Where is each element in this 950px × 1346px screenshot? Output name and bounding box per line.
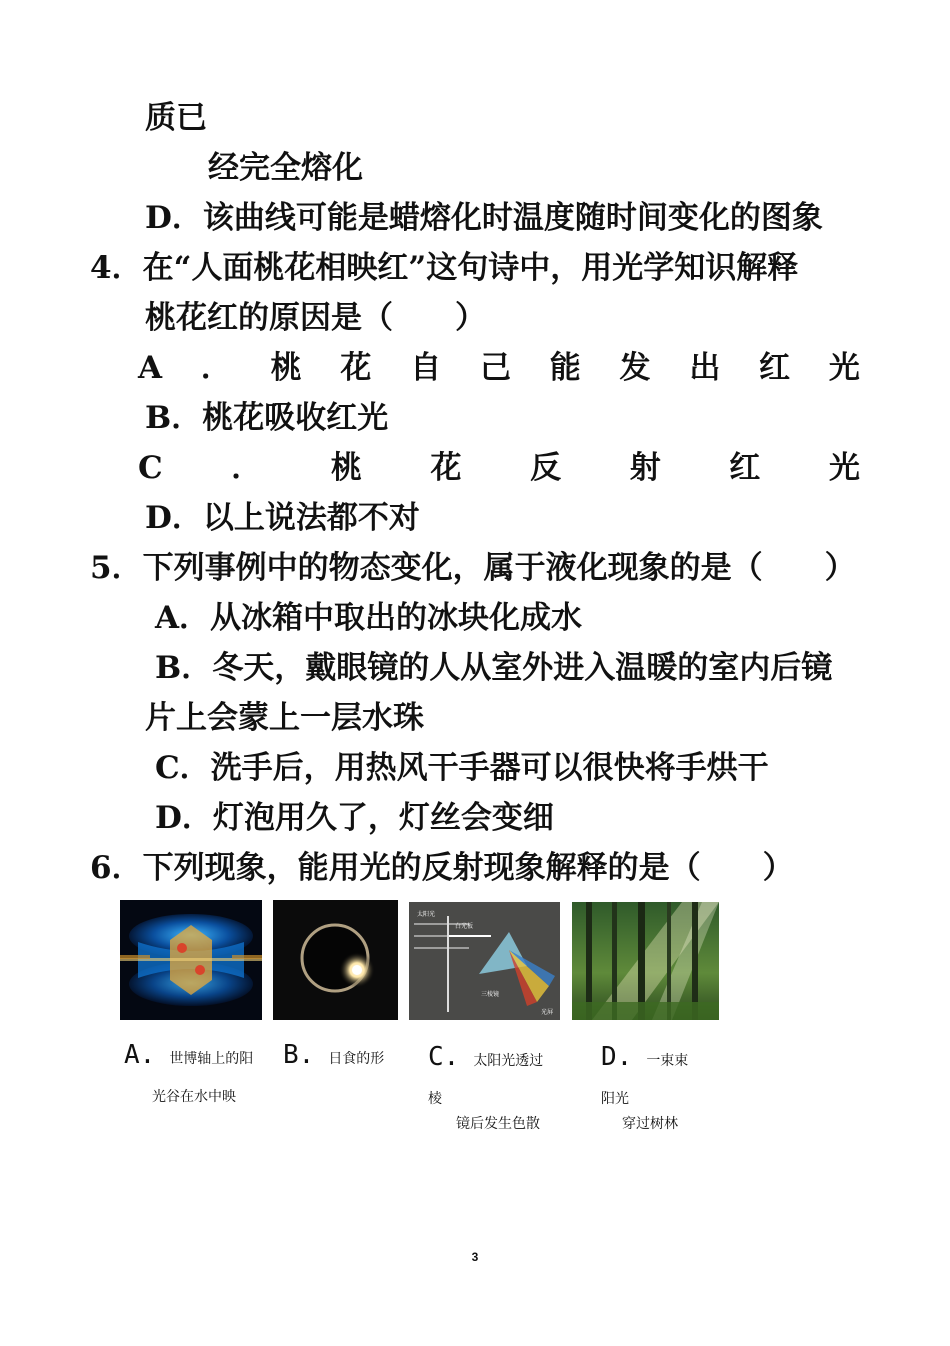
- q4-option-a-char: 桃: [270, 350, 302, 386]
- caption-a-letter: A.: [124, 1040, 156, 1070]
- q4-option-a-char: 红: [759, 350, 791, 386]
- image-solar-eclipse: [273, 900, 398, 1020]
- image-forest-sunbeams: [572, 902, 719, 1020]
- image-expo-sun-valley: [120, 900, 262, 1020]
- q4-option-c-char: 光: [828, 450, 860, 486]
- prism-label-spectrum: 光屏: [541, 1009, 554, 1016]
- caption-d: [601, 1042, 689, 1072]
- q5-option-b-line1: B．冬天，戴眼镜的人从室外进入温暖的室内后镜: [155, 650, 833, 686]
- q4-option-d: D．以上说法都不对: [145, 500, 420, 536]
- q5-stem: 5．下列事例中的物态变化，属于液化现象的是（ ）: [90, 550, 856, 586]
- caption-c-line3: 镜后发生色散: [456, 1116, 540, 1132]
- prism-label-screen: 白光板: [455, 923, 474, 930]
- q3-option-d: D．该曲线可能是蜡熔化时温度随时间变化的图象: [145, 200, 823, 236]
- q4-option-c-char: 花: [430, 450, 462, 486]
- caption-a-line1: 世博轴上的阳: [169, 1051, 254, 1067]
- q4-option-a-char: 光: [828, 350, 860, 386]
- prism-label-sun: 太阳光: [417, 911, 436, 918]
- q3-continuation-line2: 经完全熔化: [208, 150, 363, 186]
- q4-option-a-char: 发: [619, 350, 651, 386]
- q4-option-c-char: 反: [530, 450, 562, 486]
- caption-c-letter: C.: [428, 1042, 460, 1072]
- q4-option-b: B．桃花吸收红光: [145, 400, 389, 436]
- q4-option-c-char: ．: [231, 450, 263, 486]
- q4-option-c-char: 桃: [330, 450, 362, 486]
- q5-option-d: D．灯泡用久了，灯丝会变细: [155, 800, 554, 836]
- q4-option-a-char: 自: [410, 350, 442, 386]
- q4-option-a-char: ．: [200, 350, 232, 386]
- q4-option-a-char: A: [138, 350, 163, 386]
- caption-b-letter: B.: [283, 1040, 315, 1070]
- caption-c-line2: 棱: [428, 1091, 442, 1107]
- caption-b-line1: 日食的形: [328, 1051, 385, 1067]
- prism-label-prism: 三棱镜: [481, 991, 500, 998]
- q5-option-b-line2: 片上会蒙上一层水珠: [145, 700, 424, 736]
- q5-option-a: A．从冰箱中取出的冰块化成水: [155, 600, 583, 636]
- caption-a: [124, 1040, 254, 1070]
- q4-stem-line1: 4．在“人面桃花相映红”这句诗中，用光学知识解释: [90, 250, 799, 286]
- q4-option-c-char: 射: [629, 450, 661, 486]
- image-prism-dispersion: [409, 902, 560, 1020]
- caption-d-letter: D.: [601, 1042, 633, 1072]
- caption-d-line2: 阳光: [601, 1091, 629, 1107]
- q6-stem: 6．下列现象，能用光的反射现象解释的是（ ）: [90, 850, 794, 886]
- page-number: 3: [471, 1250, 479, 1264]
- q4-option-c-char: C: [138, 450, 163, 486]
- caption-d-line1: 一束束: [646, 1053, 689, 1069]
- q4-option-c: [138, 448, 860, 488]
- caption-b: [283, 1040, 385, 1070]
- q4-option-c-char: 红: [729, 450, 761, 486]
- q4-option-a-char: 出: [689, 350, 721, 386]
- q4-option-a-char: 己: [479, 350, 511, 386]
- caption-c-line1: 太阳光透过: [473, 1053, 544, 1069]
- q3-continuation-line1: 质已: [145, 100, 207, 136]
- caption-d-line3: 穿过树林: [622, 1116, 678, 1132]
- q4-option-a-char: 能: [549, 350, 581, 386]
- q4-option-a: [138, 348, 860, 388]
- caption-c: [428, 1042, 544, 1072]
- q4-stem-line2: 桃花红的原因是（ ）: [145, 300, 486, 336]
- caption-a-line2: 光谷在水中映: [152, 1089, 236, 1105]
- q4-option-a-char: 花: [340, 350, 372, 386]
- q5-option-c: C．洗手后，用热风干手器可以很快将手烘干: [155, 750, 769, 786]
